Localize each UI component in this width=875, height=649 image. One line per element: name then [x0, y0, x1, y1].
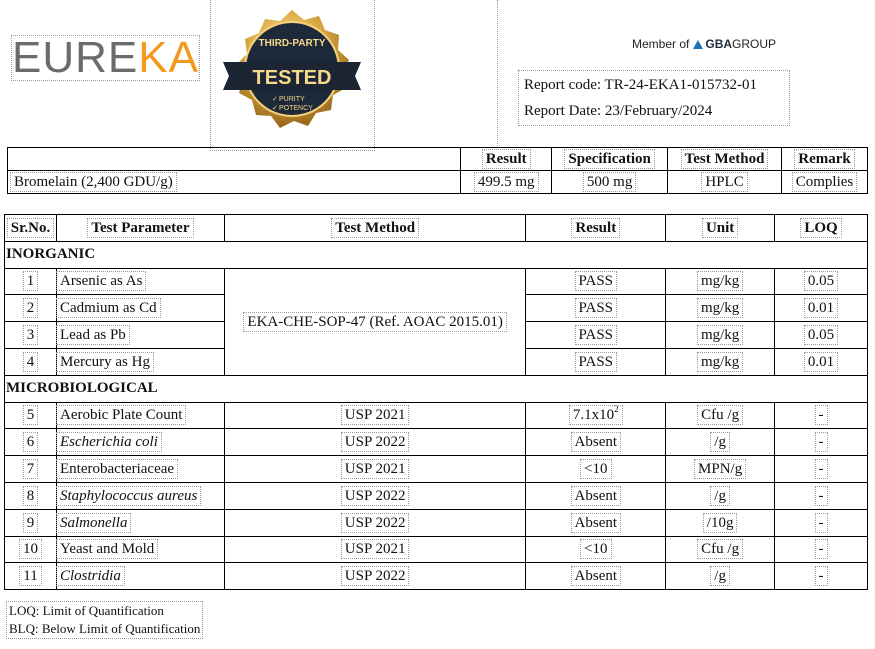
- check-icon: ✓: [272, 95, 278, 103]
- table-row: 8 Staphylococcus aureus USP 2022 Absent /g -: [5, 482, 868, 509]
- report-code-label: Report code:: [524, 77, 602, 93]
- member-prefix: Member of: [632, 37, 690, 51]
- report-date-line: [524, 103, 712, 120]
- section-title-inorganic: INORGANIC: [5, 241, 868, 268]
- table-row: 5 Aerobic Plate Count USP 2021 $7.1x10^2$ Cfu /g -: [5, 402, 868, 429]
- member-of-gba-group: [632, 37, 776, 51]
- footnotes: [6, 601, 203, 639]
- badge-seal-icon: [211, 0, 374, 150]
- section-row-microbiological: [5, 375, 868, 402]
- table-row: 1 Arsenic as As EKA-CHE-SOP-47 (Ref. AOAC 2015.01) PASS mg/kg 0.05: [5, 268, 868, 295]
- gba-logo-icon: [693, 40, 703, 49]
- summary-method: HPLC: [668, 171, 782, 194]
- summary-header-row: [8, 148, 868, 171]
- summary-row: [8, 171, 868, 194]
- summary-specification: 500 mg: [552, 171, 668, 194]
- member-group-suffix: GROUP: [732, 37, 777, 51]
- badge-main-text: TESTED: [252, 67, 332, 89]
- check-icon: ✓: [272, 104, 278, 112]
- header-result: Result: [526, 215, 666, 242]
- table-row: 7 Enterobacteriaceae USP 2021 <10 MPN/g -: [5, 456, 868, 483]
- logo-text-accent: KA: [138, 33, 199, 82]
- summary-table: [7, 147, 868, 194]
- third-party-tested-badge: [210, 0, 375, 151]
- logo-text-main: EURE: [12, 33, 139, 82]
- report-date-value: 23/February/2024: [604, 103, 713, 119]
- table-row: 11 Clostridia USP 2022 Absent /g -: [5, 563, 868, 590]
- table-row: 9 Salmonella USP 2022 Absent /10g -: [5, 509, 868, 536]
- summary-remark: Complies: [782, 171, 868, 194]
- header-test-parameter: Test Parameter: [56, 215, 224, 242]
- section-title-microbiological: MICROBIOLOGICAL: [5, 375, 868, 402]
- report-date-label: Report Date:: [524, 103, 602, 119]
- summary-header-method: Test Method: [668, 148, 782, 171]
- inorganic-method: EKA-CHE-SOP-47 (Ref. AOAC 2015.01): [224, 268, 526, 375]
- report-code-line: [524, 77, 757, 94]
- badge-line1: PURITY: [279, 96, 305, 103]
- summary-header-specification: Specification: [552, 148, 668, 171]
- header-loq: LOQ: [775, 215, 868, 242]
- header-divider: [497, 0, 498, 148]
- badge-line2: POTENCY: [279, 105, 313, 112]
- report-code-value: TR-24-EKA1-015732-01: [604, 77, 758, 93]
- table-row: 3 Lead as Pb PASS mg/kg 0.05: [5, 322, 868, 349]
- report-info: [518, 70, 790, 126]
- table-row: 4 Mercury as Hg PASS mg/kg 0.01: [5, 348, 868, 375]
- footnote-loq: LOQ: Limit of Quantification: [9, 603, 164, 618]
- member-group: GBA: [705, 37, 733, 51]
- header-test-method: Test Method: [224, 215, 526, 242]
- summary-header-remark: Remark: [782, 148, 868, 171]
- footnote-blq: BLQ: Below Limit of Quantification: [9, 621, 201, 636]
- section-row-inorganic: [5, 241, 868, 268]
- table-header-row: [5, 215, 868, 242]
- table-row: 2 Cadmium as Cd PASS mg/kg 0.01: [5, 295, 868, 322]
- summary-header-blank: [8, 148, 461, 171]
- eureka-logo: [12, 33, 199, 82]
- header-sr-no: Sr.No.: [5, 215, 57, 242]
- header-unit: Unit: [666, 215, 775, 242]
- product-name: Bromelain (2,400 GDU/g): [8, 171, 461, 194]
- badge-top-text: THIRD-PARTY: [258, 38, 326, 49]
- test-results-table: [4, 214, 868, 590]
- table-row: 10 Yeast and Mold USP 2021 <10 Cfu /g -: [5, 536, 868, 563]
- table-row: 6 Escherichia coli USP 2022 Absent /g -: [5, 429, 868, 456]
- summary-header-result: Result: [461, 148, 552, 171]
- summary-result: 499.5 mg: [461, 171, 552, 194]
